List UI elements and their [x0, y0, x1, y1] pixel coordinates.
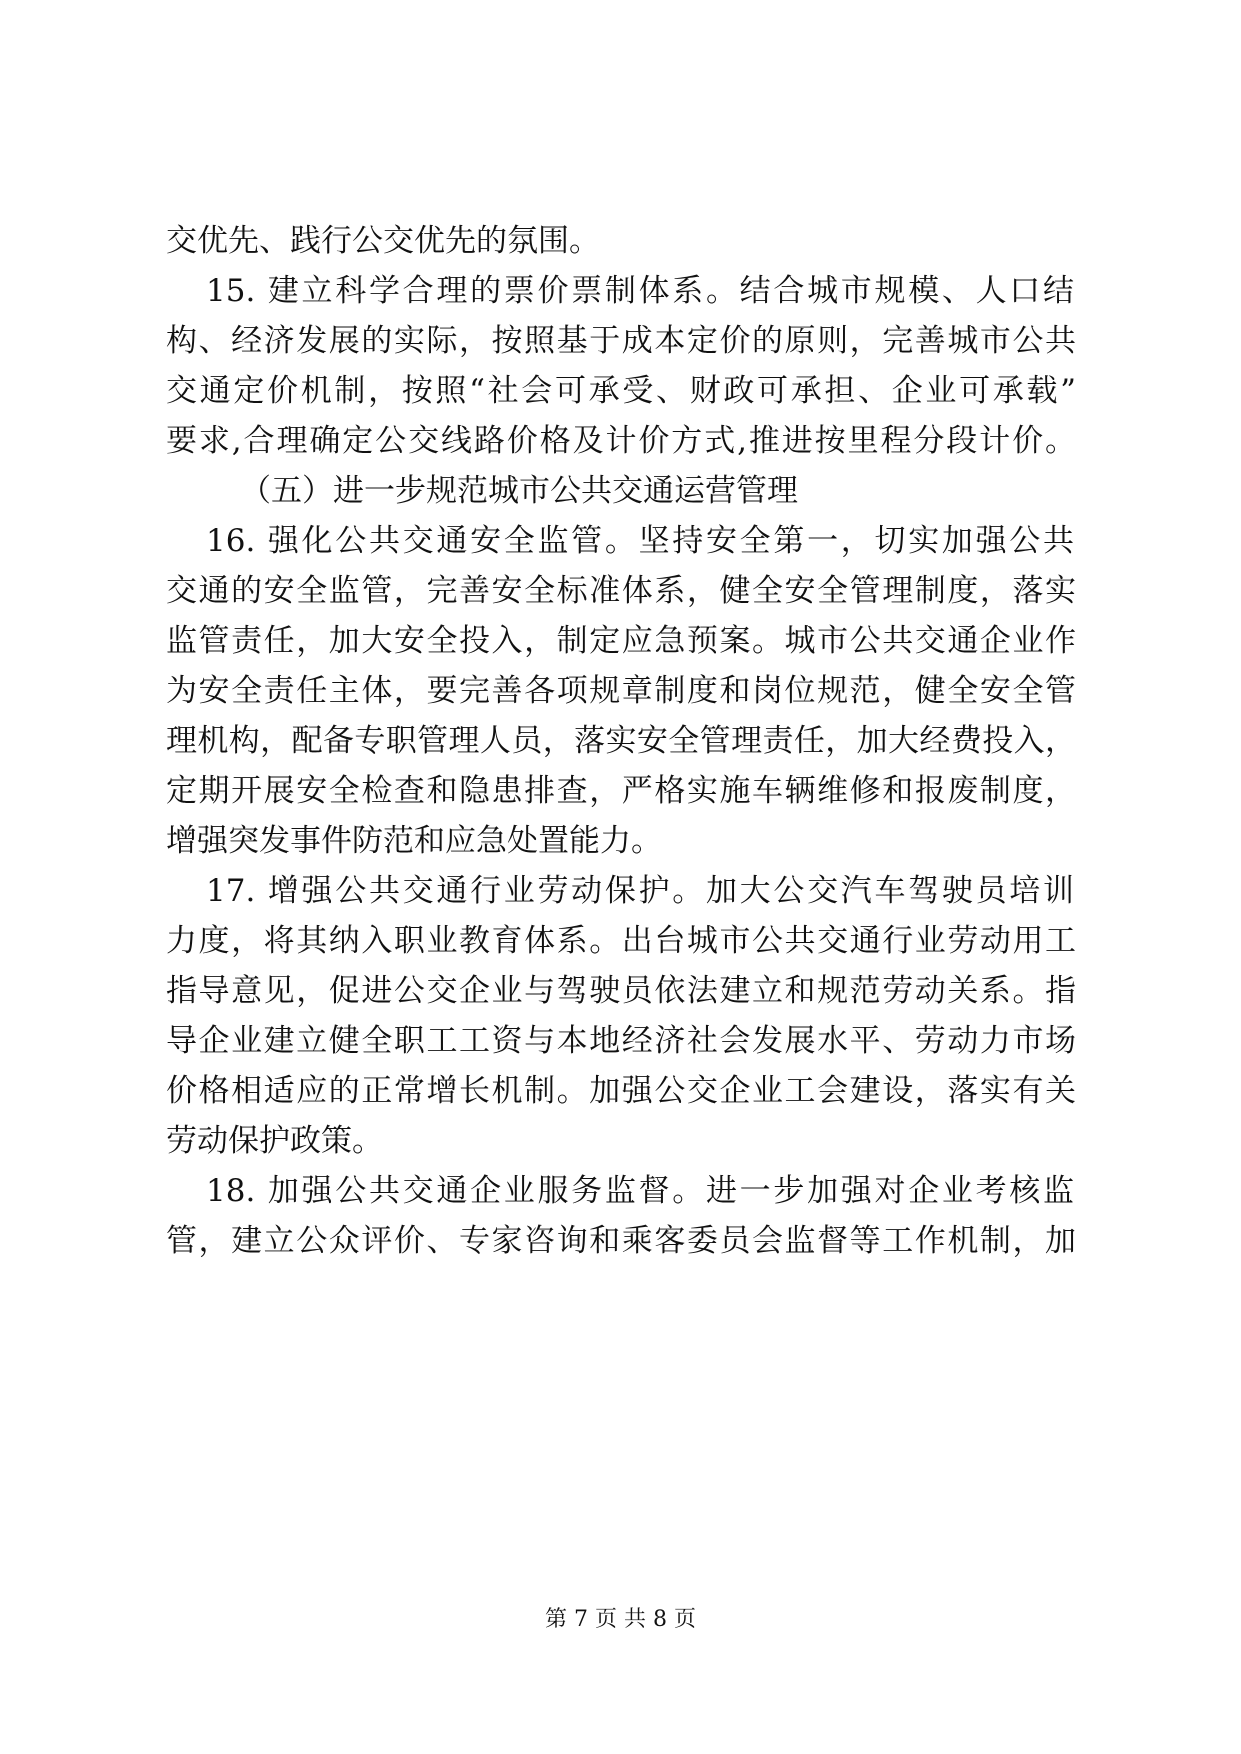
text-line: 导企业建立健全职工工资与本地经济社会发展水平、劳动力市场: [166, 1023, 1076, 1059]
text-line: 劳动保护政策。: [166, 1123, 383, 1159]
text-line: 交通定价机制，按照“社会可承受、财政可承担、企业可承载”: [166, 373, 1076, 409]
text-line: 指导意见，促进公交企业与驾驶员依法建立和规范劳动关系。指: [166, 973, 1076, 1009]
page-number-footer: 第 7 页 共 8 页: [545, 1607, 696, 1632]
text-line: 理机构，配备专职管理人员，落实安全管理责任，加大经费投入，: [166, 723, 1076, 759]
text-line: 管，建立公众评价、专家咨询和乘客委员会监督等工作机制，加: [166, 1223, 1076, 1259]
text-line: 价格相适应的正常增长机制。加强公交企业工会建设，落实有关: [166, 1073, 1076, 1109]
text-line: 增强突发事件防范和应急处置能力。: [166, 823, 662, 859]
text-line: 交优先、践行公交优先的氛围。: [166, 223, 600, 259]
paragraph-16-line: 16. 强化公共交通安全监管。坚持安全第一，切实加强公共: [206, 523, 1074, 559]
text-line: 构、经济发展的实际，按照基于成本定价的原则，完善城市公共: [166, 323, 1076, 359]
paragraph-17-line: 17. 增强公共交通行业劳动保护。加大公交汽车驾驶员培训: [206, 873, 1074, 909]
text-line: 要求,合理确定公交线路价格及计价方式,推进按里程分段计价。: [166, 423, 1076, 459]
paragraph-18-line: 18. 加强公共交通企业服务监督。进一步加强对企业考核监: [206, 1173, 1074, 1209]
text-line: 交通的安全监管，完善安全标准体系，健全安全管理制度，落实: [166, 573, 1076, 609]
text-line: 定期开展安全检查和隐患排查，严格实施车辆维修和报废制度，: [166, 773, 1076, 809]
paragraph-15-line: 15. 建立科学合理的票价票制体系。结合城市规模、人口结: [206, 273, 1074, 309]
text-line: 为安全责任主体，要完善各项规章制度和岗位规范，健全安全管: [166, 673, 1076, 709]
text-line: 力度，将其纳入职业教育体系。出台城市公共交通行业劳动用工: [166, 923, 1076, 959]
section-heading: （五）进一步规范城市公共交通运营管理: [240, 473, 798, 509]
text-line: 监管责任，加大安全投入，制定应急预案。城市公共交通企业作: [166, 623, 1076, 659]
